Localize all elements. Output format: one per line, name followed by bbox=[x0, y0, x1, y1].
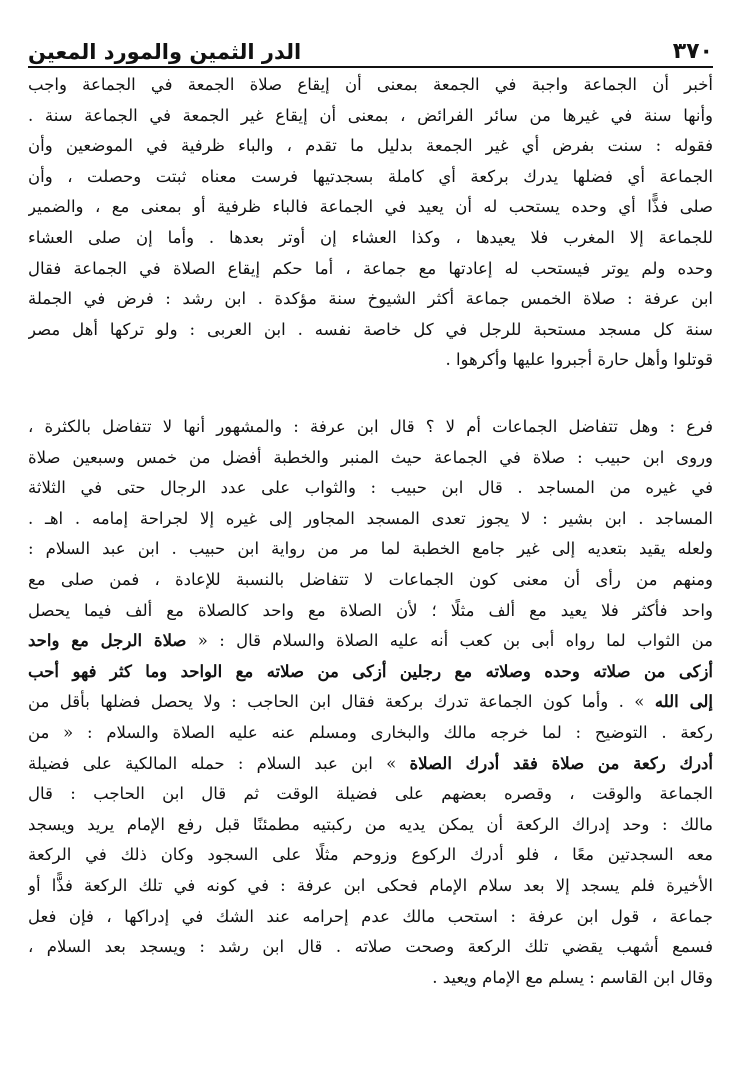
text-line: فقوله : سنت بفرض أي غير الجمعة بدليل ما تقدم ، والباء ظرفية في الموضعين وأن bbox=[28, 136, 713, 156]
text-line: في غيره من المساجد . قال ابن حبيب : والثواب على عدد الرجال حتى في الثلاثة bbox=[28, 478, 713, 498]
text-line: فسمع أشهب يقضي تلك الركعة وصحت صلاته . قال ابن رشد : ويسجد بعد السلام ، bbox=[28, 937, 713, 957]
page-number: ٣٧٠ bbox=[672, 39, 713, 64]
text-line: وحده ولم يوتر فيستحب له إعادتها مع جماعة ، أما حكم إيقاع الصلاة في الجماعة فقال bbox=[28, 258, 713, 278]
text-line: الجماعة والوقت ، وقصره بعضهم على فضيلة الوقت ثم قال ابن الحاجب : قال bbox=[28, 784, 713, 804]
text-line: المساجد . ابن بشير : لا يجوز تعدى المسجد المجاور إلى غيره إلا لجراحة إمامه . اهـ . bbox=[28, 508, 713, 528]
text-line: ولعله يقيد بتعديه إلى غير جامع الخطبة لما مر من رواية ابن حبيب . ابن عبد السلام : bbox=[28, 539, 713, 559]
text-line: صلى فذًّا أي وحده يستحب له أن يعيد في الجماعة فالباء ظرفية أو بمعنى مع ، والضمير bbox=[28, 197, 713, 217]
text-line: واحد فأكثر فلا يعيد مع ألف مثلًا ؛ لأن الصلاة مع واحد كالصلاة مع ألف فيما يحصل bbox=[28, 600, 713, 620]
text-line-hadith-end bbox=[28, 687, 713, 718]
text-line: ركعة . التوضيح : لما خرجه مالك والبخارى ومسلم عنه عليه الصلاة والسلام : « من bbox=[28, 722, 713, 742]
text-line: ومنهم من رأى أن معنى كون الجماعات لا تتفاضل بالنسبة للإعادة ، فمن صلى مع bbox=[28, 569, 713, 589]
book-title: الدر الثمين والمورد المعين bbox=[28, 40, 302, 64]
text-line: سنة كل مسجد مستحبة للرجل في كل خاصة نفسه . ابن العربى : ولو تركها أهل مصر bbox=[28, 319, 713, 339]
text-line: الأخيرة فلم يسجد إلا بعد سلام الإمام فحكى ابن عرفة : في كونه في تلك الركعة فذًّا أو bbox=[28, 875, 713, 895]
hadith-text: إلى الله bbox=[654, 692, 713, 712]
text-line: فرع : وهل تتفاضل الجماعات أم لا ؟ قال ابن عرفة : والمشهور أنها لا تتفاضل بالكثرة ، bbox=[28, 417, 713, 436]
page-header bbox=[28, 30, 713, 64]
hadith-text: أدرك ركعة من صلاة فقد أدرك الصلاة bbox=[409, 753, 713, 773]
text-plain: » ابن عبد السلام : حمله المالكية على فضيلة bbox=[28, 753, 397, 773]
text-line: جماعة ، قول ابن عرفة : استحب مالك عدم إحرامه عند الشك في إدراكها ، فإن فعل bbox=[28, 906, 713, 926]
paragraph-far3 bbox=[28, 412, 713, 993]
hadith-text: أزكى من صلاته وحده وصلاته مع رجلين أزكى من صلاته مع الواحد وما كثر فهو أحب bbox=[28, 661, 713, 681]
text-line: وروى ابن حبيب : صلاة في الجماعة حيث المنبر والخطبة أفضل من خمس وسبعين صلاة bbox=[28, 447, 713, 467]
text-line: وقال ابن القاسم : يسلم مع الإمام ويعيد . bbox=[432, 967, 713, 987]
text-line: الجماعة أي فضلها يدرك بركعة أي كاملة بسجدتيها فرست معناه ثبتت وحصلت ، وأن bbox=[28, 166, 713, 186]
text-line-hadith-start bbox=[28, 626, 713, 657]
text-line: ابن عرفة : صلاة الخمس جماعة أكثر الشيوخ سنة مؤكدة . ابن رشد : فرض في الجملة bbox=[28, 289, 713, 309]
text-line: مالك : وحد إدراك الركعة أن يمكن يديه من ركبتيه مطمئنًا قبل رفع الإمام يريد ويسجد bbox=[28, 814, 713, 834]
text-line: أخبر أن الجماعة واجبة في الجمعة بمعنى أن إيقاع صلاة الجمعة في الجماعة واجب bbox=[28, 75, 713, 94]
text-line-hadith-2 bbox=[28, 749, 713, 780]
text-plain: » . وأما كون الجماعة تدرك بركعة فقال ابن الحاجب : ولا يحصل فضلها بأقل من bbox=[28, 692, 645, 712]
text-line: معه السجدتين معًا ، فلو أدرك الركوع وزوحم مثلًا على السجود وكان ذلك في الركعة bbox=[28, 845, 713, 865]
text-line: وأنها سنة في غيرها من سائر الفرائض ، بمعنى أن إيقاع غير الجمعة في الجماعة سنة . bbox=[28, 105, 713, 125]
hadith-text: صلاة الرجل مع واحد bbox=[28, 631, 187, 651]
header-rule bbox=[28, 66, 713, 68]
text-line: للجماعة إلا المغرب فلا يعيدها ، وكذا العشاء إن أوتر بعدها . وأما إن صلى العشاء bbox=[28, 227, 713, 247]
paragraph-commentary bbox=[28, 70, 713, 376]
text-plain: من الثواب لما رواه أبى بن كعب أنه عليه الصلاة والسلام قال : « bbox=[197, 631, 713, 651]
text-line: قوتلوا وأهل حارة أجبروا عليها وأكرهوا . bbox=[445, 350, 713, 370]
